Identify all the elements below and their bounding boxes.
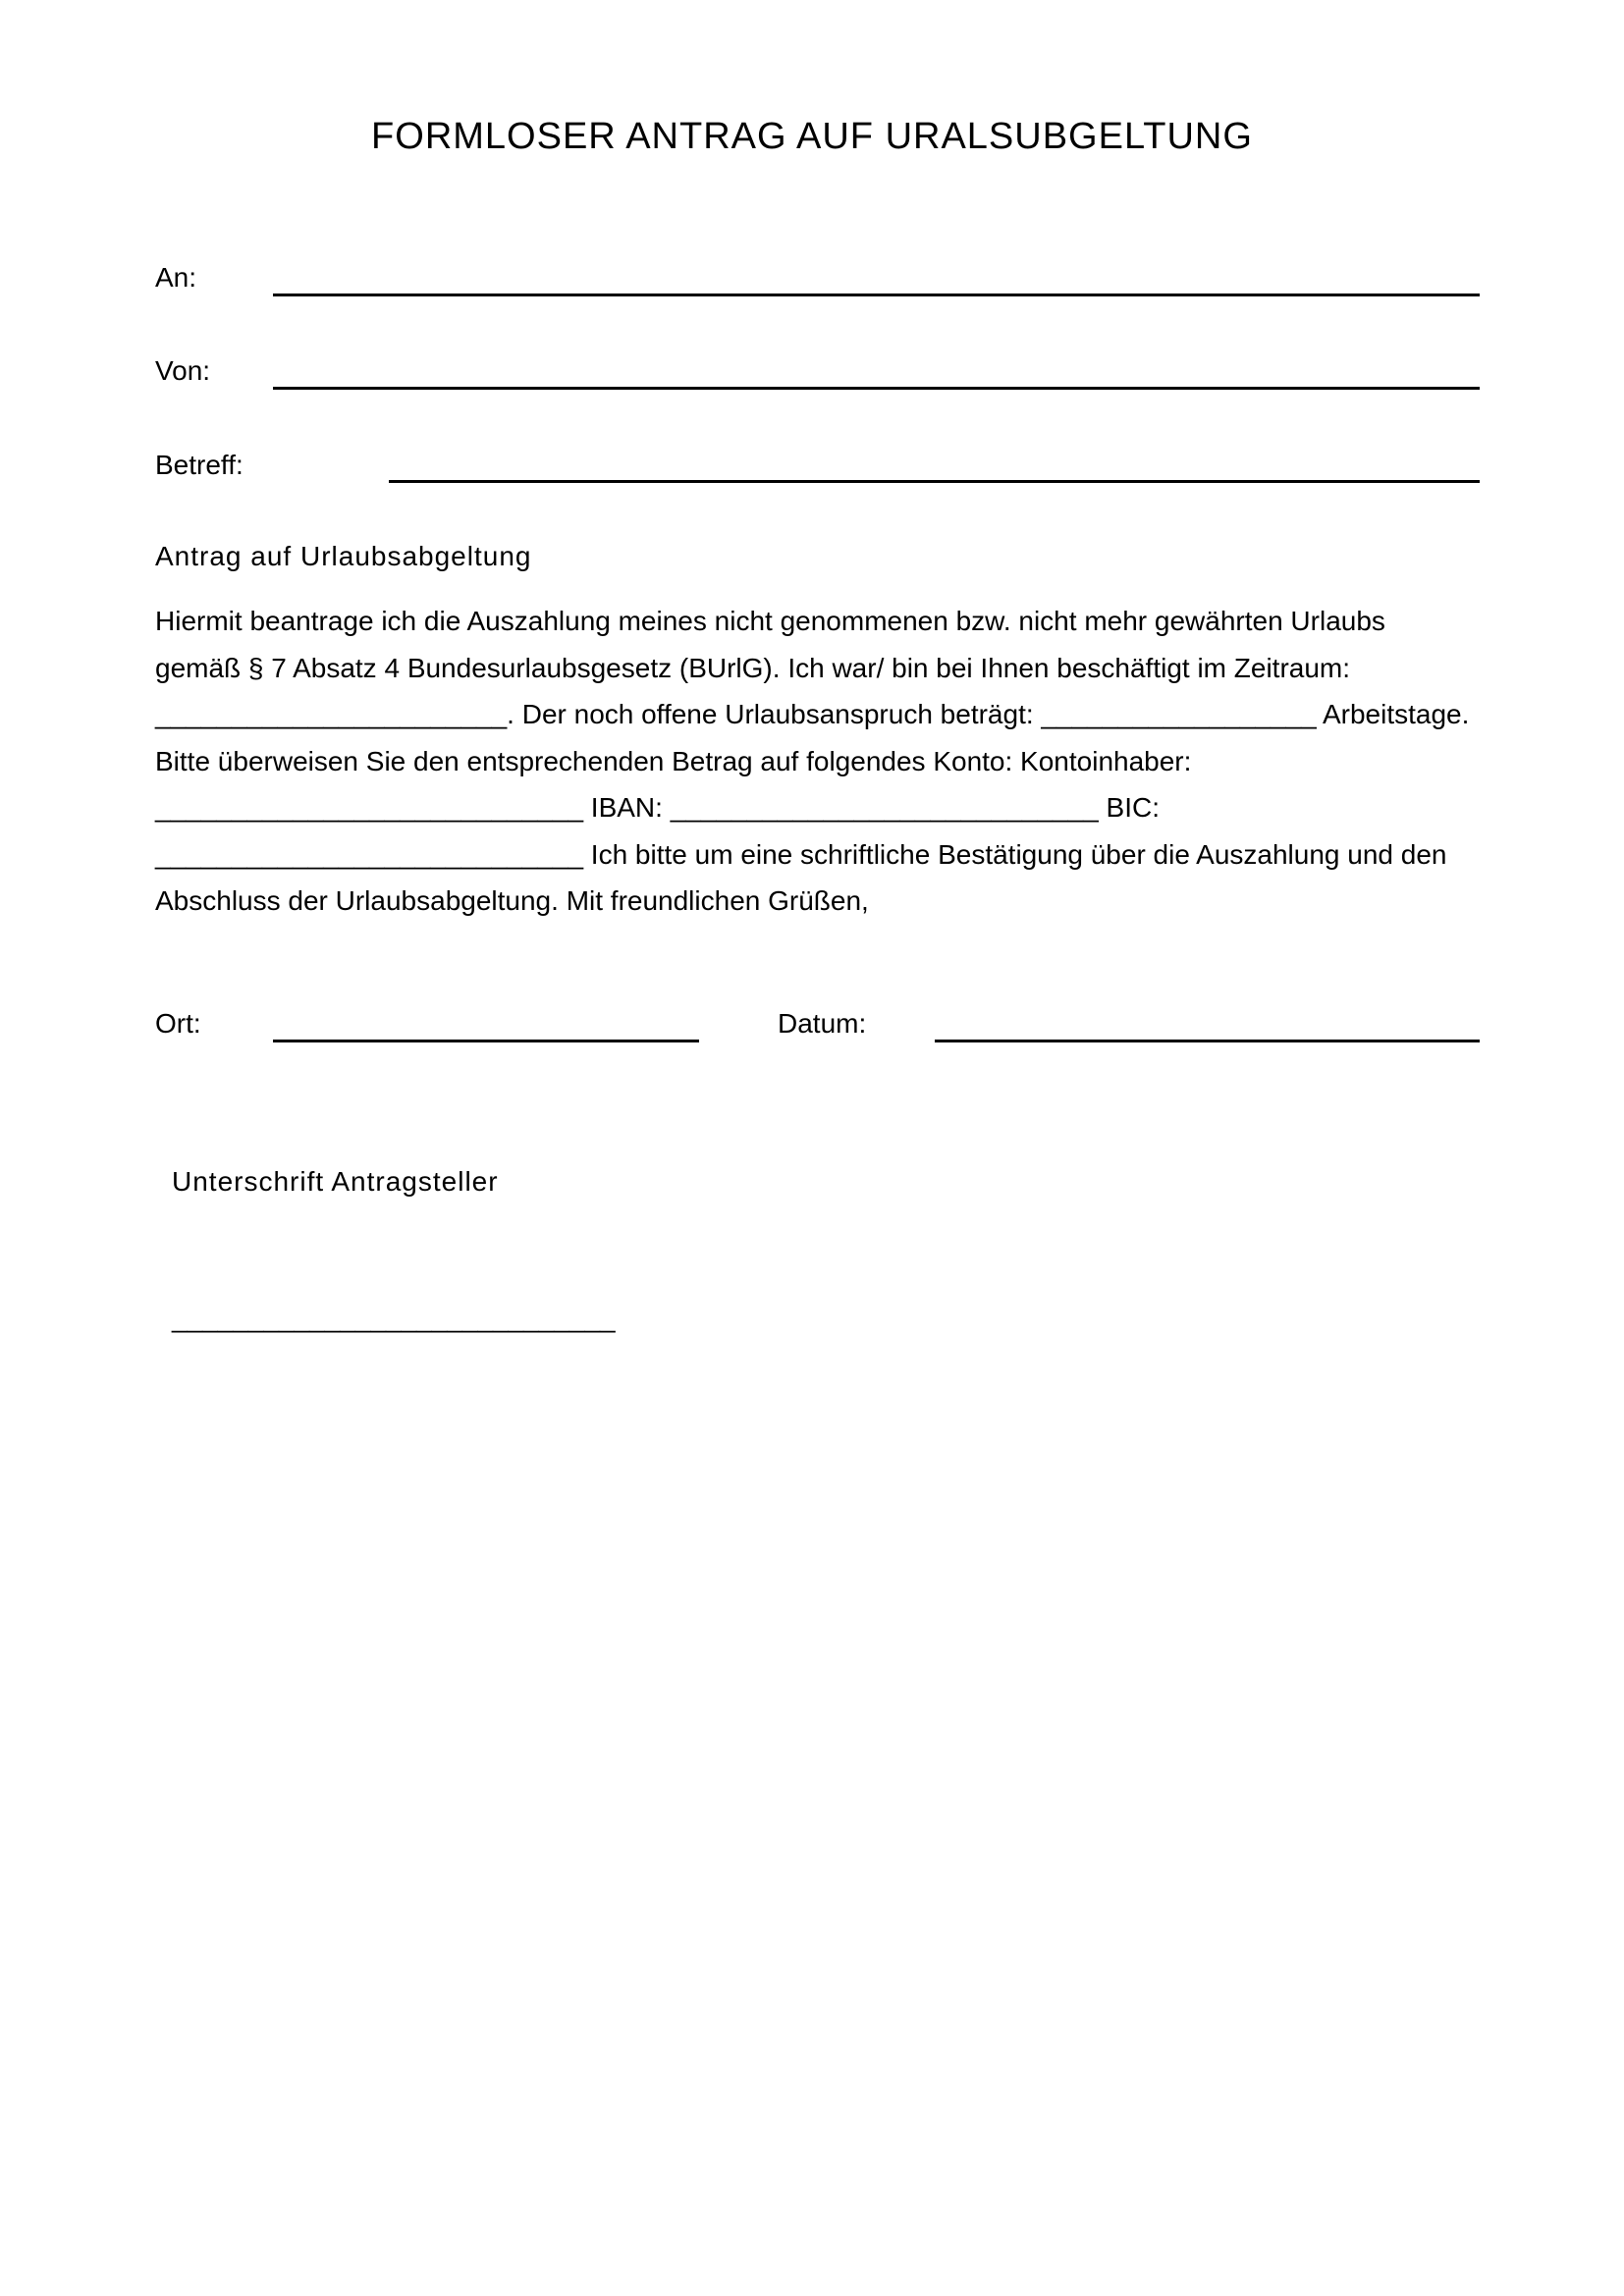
section-heading: Antrag auf Urlaubsabgeltung (155, 541, 532, 571)
document-title: FORMLOSER ANTRAG AUF URALSUBGELTUNG (371, 116, 1253, 157)
body-line: gemäß § 7 Absatz 4 Bundesurlaubsgesetz (BUrlG). Ich war/ bin bei Ihnen beschäftigt im Zeitraum: (155, 652, 1351, 683)
body-line: Abschluss der Urlaubsabgeltung. Mit freundlichen Grüßen, (155, 885, 869, 916)
date-label: Datum: (778, 1008, 867, 1039)
place-label: Ort: (155, 1008, 201, 1039)
body-line: ____________________________ Ich bitte um eine schriftliche Bestätigung über die Auszahlung und den (155, 838, 1447, 870)
from-field[interactable] (273, 387, 1480, 390)
from-label: Von: (155, 355, 211, 386)
to-label: An: (155, 262, 197, 293)
subject-label: Betreff: (155, 450, 244, 480)
body-line: ____________________________ IBAN: ____________________________ BIC: (155, 792, 1160, 823)
place-field[interactable] (273, 1040, 699, 1042)
subject-field[interactable] (389, 480, 1480, 483)
signature-field[interactable]: _____________________________ (172, 1303, 616, 1333)
body-line: Bitte überweisen Sie den entsprechenden Betrag auf folgendes Konto: Kontoinhaber: (155, 745, 1192, 776)
date-field[interactable] (935, 1040, 1480, 1042)
body-line: _______________________. Der noch offene Urlaubsanspruch beträgt: __________________ Arbeitstage. (155, 699, 1470, 729)
to-field[interactable] (273, 294, 1480, 296)
signature-label: Unterschrift Antragsteller (172, 1166, 499, 1197)
body-line: Hiermit beantrage ich die Auszahlung meines nicht genommenen bzw. nicht mehr gewährten Urlaubs (155, 606, 1385, 636)
body-paragraph (155, 598, 1481, 925)
